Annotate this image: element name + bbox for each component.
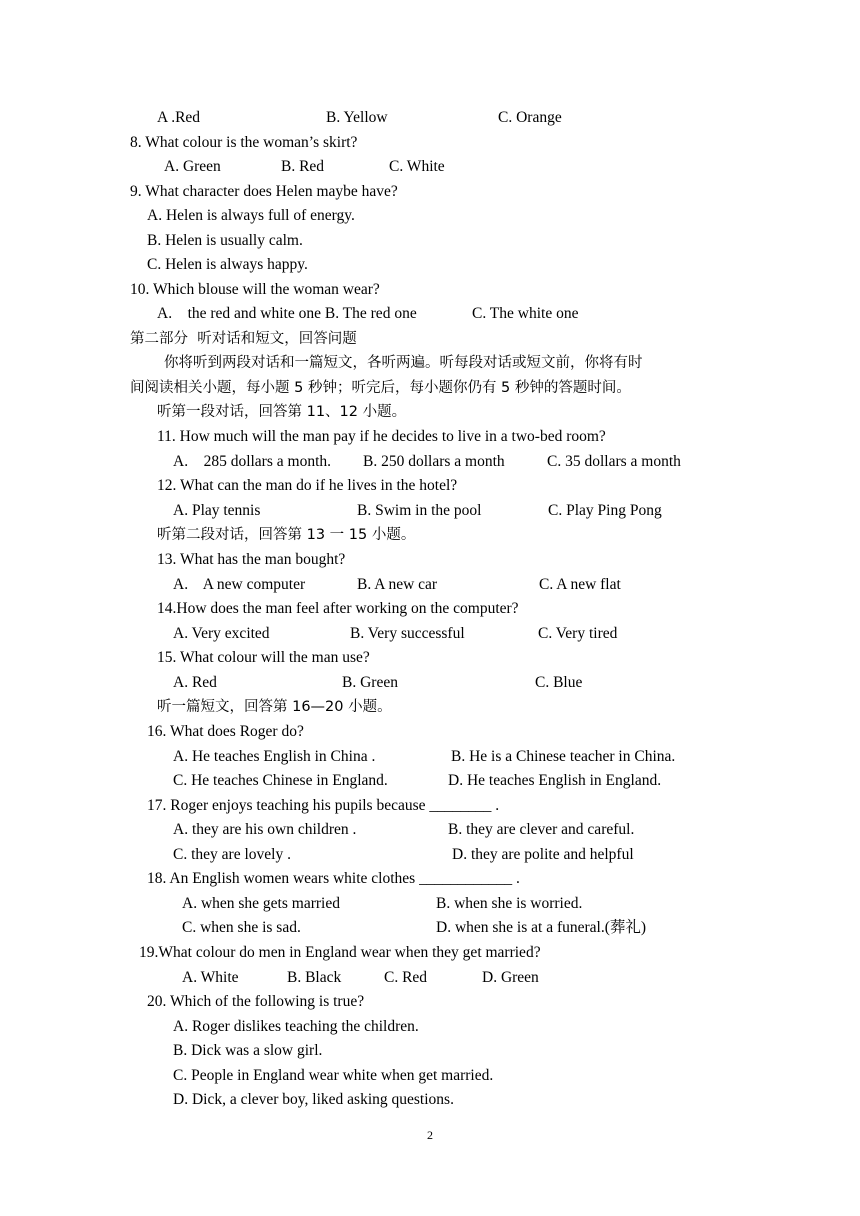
q8-option-b: B. Red: [281, 158, 325, 175]
q18-question: 18. An English women wears white clothes ____________ .: [147, 870, 520, 887]
q20-option-d: D. Dick, a clever boy, liked asking questions.: [173, 1091, 454, 1108]
q14-option-b: B. Very successful: [350, 625, 465, 642]
q19-option-c: C. Red: [384, 969, 428, 986]
q10-option-ab: A. the red and white one B. The red one: [157, 305, 417, 322]
q16-option-b: B. He is a Chinese teacher in China.: [451, 748, 676, 765]
page-number: 2: [427, 1128, 433, 1142]
q15-option-b: B. Green: [342, 674, 398, 691]
q20-question: 20. Which of the following is true?: [147, 993, 365, 1010]
q19-option-a: A. White: [182, 969, 239, 986]
part2-title: 第二部分 听对话和短文，回答问题: [130, 331, 357, 347]
q12-question: 12. What can the man do if he lives in the hotel?: [157, 477, 458, 494]
q20-option-a: A. Roger dislikes teaching the children.: [173, 1018, 419, 1035]
q10-question: 10. Which blouse will the woman wear?: [130, 281, 380, 298]
dialog1-heading: 听第一段对话，回答第 11、12 小题。: [157, 404, 407, 420]
q9-option-b: B. Helen is usually calm.: [147, 232, 303, 249]
q17-option-a: A. they are his own children .: [173, 821, 357, 838]
q9-question: 9. What character does Helen maybe have?: [130, 183, 398, 200]
q19-option-d: D. Green: [482, 969, 539, 986]
q16-option-d: D. He teaches English in England.: [448, 772, 662, 789]
q13-option-a: A. A new computer: [173, 576, 306, 593]
q13-option-c: C. A new flat: [539, 576, 621, 593]
q20-option-c: C. People in England wear white when get married.: [173, 1067, 494, 1084]
q17-option-b: B. they are clever and careful.: [448, 821, 635, 838]
dialog2-heading: 听第二段对话，回答第 13 一 15 小题。: [157, 527, 416, 543]
q16-option-c: C. He teaches Chinese in England.: [173, 772, 388, 789]
q19-option-b: B. Black: [287, 969, 342, 986]
q19-question: 19.What colour do men in England wear when they get married?: [139, 944, 541, 961]
q13-option-b: B. A new car: [357, 576, 438, 593]
q7-option-a: A .Red: [157, 109, 201, 126]
part2-intro-line2: 间阅读相关小题，每小题 5 秒钟；听完后，每小题你仍有 5 秒钟的答题时间。: [130, 380, 631, 396]
q12-option-a: A. Play tennis: [173, 502, 261, 519]
q14-option-c: C. Very tired: [538, 625, 618, 642]
q16-option-a: A. He teaches English in China .: [173, 748, 376, 765]
q11-option-a: A. 285 dollars a month.: [173, 453, 331, 470]
passage-heading: 听一篇短文，回答第 16—20 小题。: [157, 699, 392, 715]
q9-option-a: A. Helen is always full of energy.: [147, 207, 355, 224]
part2-intro-line1: 你将听到两段对话和一篇短文，各听两遍。听每段对话或短文前，你将有时: [164, 355, 643, 371]
q17-option-c: C. they are lovely .: [173, 846, 291, 863]
q18-option-b: B. when she is worried.: [436, 895, 583, 912]
q8-option-a: A. Green: [164, 158, 221, 175]
q17-option-d: D. they are polite and helpful: [452, 846, 634, 863]
q14-option-a: A. Very excited: [173, 625, 270, 642]
q20-option-b: B. Dick was a slow girl.: [173, 1042, 323, 1059]
q18-option-c: C. when she is sad.: [182, 919, 301, 936]
q15-option-c: C. Blue: [535, 674, 583, 691]
q11-question: 11. How much will the man pay if he decides to live in a two-bed room?: [157, 428, 606, 445]
q15-question: 15. What colour will the man use?: [157, 649, 370, 666]
q16-question: 16. What does Roger do?: [147, 723, 304, 740]
q8-question: 8. What colour is the woman’s skirt?: [130, 134, 358, 151]
q7-option-c: C. Orange: [498, 109, 562, 126]
q11-option-c: C. 35 dollars a month: [547, 453, 681, 470]
q18-option-d: D. when she is at a funeral.(葬礼): [436, 919, 647, 936]
q9-option-c: C. Helen is always happy.: [147, 256, 308, 273]
q12-option-b: B. Swim in the pool: [357, 502, 482, 519]
q15-option-a: A. Red: [173, 674, 217, 691]
q14-question: 14.How does the man feel after working on the computer?: [157, 600, 519, 617]
q8-option-c: C. White: [389, 158, 445, 175]
q7-option-b: B. Yellow: [326, 109, 388, 126]
q12-option-c: C. Play Ping Pong: [548, 502, 662, 519]
q11-option-b: B. 250 dollars a month: [363, 453, 505, 470]
q10-option-c: C. The white one: [472, 305, 579, 322]
q17-question: 17. Roger enjoys teaching his pupils because ________ .: [147, 797, 500, 814]
q13-question: 13. What has the man bought?: [157, 551, 346, 568]
q18-option-a: A. when she gets married: [182, 895, 340, 912]
